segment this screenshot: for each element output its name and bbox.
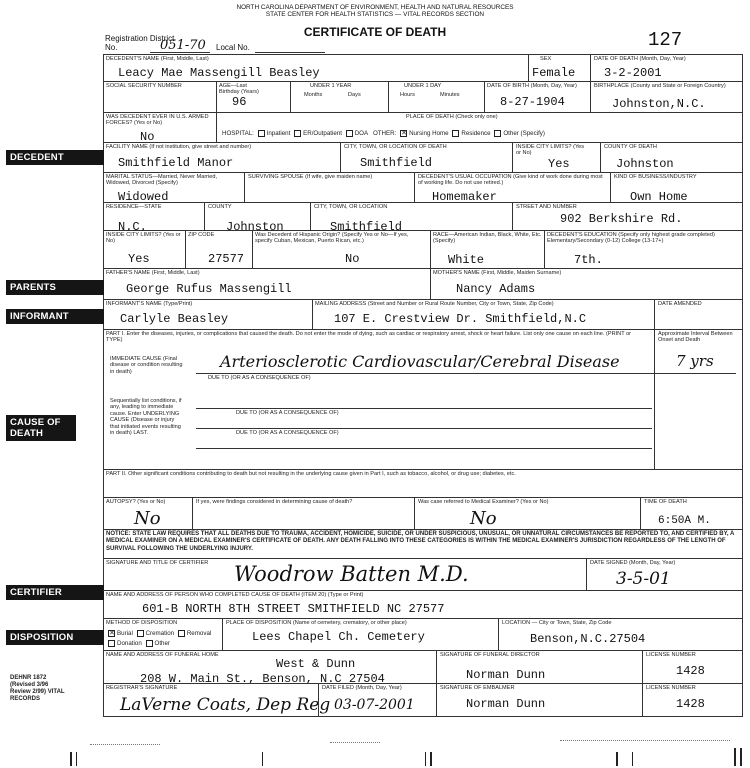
method-options: ✕ Burial Cremation Removal (109, 630, 212, 638)
other-disposition-checkbox[interactable] (146, 640, 153, 647)
res-county-value: Johnston (226, 220, 284, 234)
dod-label: DATE OF DEATH (Month, Day, Year) (594, 56, 686, 62)
mailing-label: MAILING ADDRESS (Street and Number or Rural Route Number, City or Town, State, Zip Code) (315, 301, 554, 307)
decedent-name: Leacy Mae Massengill Beasley (118, 66, 320, 80)
location-label: LOCATION — City or Town, State, Zip Code (502, 620, 612, 626)
autopsy-value: No (134, 508, 161, 529)
section-certifier: CERTIFIER (6, 585, 104, 600)
date-signed-value: 3-5-01 (616, 569, 671, 589)
dod-value: 3-2-2001 (604, 66, 662, 80)
due-to-d-label: DUE TO (OR AS A CONSEQUENCE OF) (236, 430, 339, 436)
under-1-day-label: UNDER 1 DAY (404, 83, 442, 89)
scan-artifacts (0, 730, 750, 768)
part1-label: PART I. Enter the diseases, injuries, or complications that caused the death. Do not enter the mode of dying, such as cardiac or respiratory arrest, shock or heart failure. List only one cause on each line. (PRINT or TYPE) (106, 331, 632, 344)
father-value: George Rufus Massengill (126, 282, 292, 296)
zip-value: 27577 (208, 252, 245, 266)
informant-value: Carlyle Beasley (120, 312, 229, 326)
findings-label: If yes, were findings considered in determining cause of death? (196, 499, 353, 505)
funeral-home-label: NAME AND ADDRESS OF FUNERAL HOME (106, 652, 219, 658)
marital-label: MARITAL STATUS—Married, Never Married, Widowed, Divorced (Specify) (106, 174, 218, 187)
marital-value: Widowed (118, 190, 169, 204)
section-parents: PARENTS (6, 280, 104, 295)
hispanic-value: No (345, 252, 360, 266)
interval-a-value: 7 yrs (676, 352, 714, 370)
examiner-label: Was case referred to Medical Examiner? (Yes or No) (418, 499, 549, 505)
section-informant: INFORMANT (6, 309, 104, 324)
method-label: METHOD OF DISPOSITION (106, 620, 178, 626)
registration-number: 051-70 (160, 38, 206, 53)
cause-a-value: Arteriosclerotic Cardiovascular/Cerebral Disease (220, 352, 620, 371)
form-id: DEHNR 1872 (Revised 3/96 Review 2/99) VITAL RECORDS (10, 675, 65, 702)
birthplace-label: BIRTHPLACE (County and State or Foreign Country) (594, 83, 726, 89)
other-checkbox[interactable] (494, 130, 501, 137)
armed-forces-value: No (140, 130, 155, 144)
education-value: 7th. (574, 253, 603, 267)
days-label: Days (348, 92, 361, 98)
certificate-title: CERTIFICATE OF DEATH (303, 25, 447, 39)
age-value: 96 (232, 95, 247, 109)
certifier-addr-value: 601-B NORTH 8TH STREET SMITHFIELD NC 27577 (142, 602, 445, 616)
director-value: Norman Dunn (466, 668, 546, 682)
business-label: KIND OF BUSINESS/INDUSTRY (614, 174, 697, 180)
sequential-label: Sequentially list conditions, if any, leading to immediate cause. Enter UNDERLYING CAUSE (Disease or injury that initiated events resulting in death) LAST. (110, 398, 182, 437)
street-label: STREET AND NUMBER (516, 204, 577, 210)
section-cause: CAUSE OF DEATH (6, 415, 76, 441)
mailing-value: 107 E. Crestview Dr. Smithfield,N.C (334, 312, 587, 326)
res-city-value: Smithfield (330, 220, 403, 234)
place-death-label: PLACE OF DEATH (Check only one) (406, 114, 498, 120)
doa-checkbox[interactable] (346, 130, 353, 137)
months-label: Months (304, 92, 323, 98)
local-no-label: Local No. (216, 43, 250, 52)
under-1-year-label: UNDER 1 YEAR (310, 83, 352, 89)
business-value: Own Home (630, 190, 688, 204)
sex-value: Female (532, 66, 576, 80)
inside-limits-label: INSIDE CITY LIMITS? (Yes or No) (106, 232, 181, 245)
nursing-home-checkbox[interactable]: ✕ (401, 130, 407, 137)
inside-limits-value: Yes (128, 252, 150, 266)
er-checkbox[interactable] (294, 130, 301, 137)
section-disposition: DISPOSITION (6, 630, 104, 645)
certifier-addr-label: NAME AND ADDRESS OF PERSON WHO COMPLETED CAUSE OF DEATH (ITEM 20) (Type or Print) (106, 592, 364, 598)
notice-text: NOTICE: STATE LAW REQUIRES THAT ALL DEATHS DUE TO TRAUMA, ACCIDENT, HOMICIDE, SUICIDE, OR UNDER SUSPICIOUS, UNUSUAL, OR UNNATURAL CIRCUMSTANCES BE REPORTED TO, AND CERTIFIED BY, A MEDICAL EXAMINER ON A MEDICAL EXAMINER'S CERTIFICATE OF DEATH. ANY DEATH FALLING INTO THESE CATEGORIES IS WITHIN THE MEDICAL EXAMINER'S JURISDICTION REGARDLESS OF THE LENGTH OF SURVIVAL FOLLOWING THE UNDERLYING INJURY. (106, 531, 735, 552)
time-death-value: 6:50A M. (658, 515, 711, 527)
agency-name: NORTH CAROLINA DEPARTMENT OF ENVIRONMENT, HEALTH AND NATURAL RESOURCES (236, 4, 514, 11)
certificate-number: 127 (648, 29, 683, 51)
street-value: 902 Berkshire Rd. (560, 212, 683, 226)
removal-checkbox[interactable] (178, 630, 185, 637)
date-filed-value: 03-07-2001 (334, 697, 415, 713)
date-filed-label: DATE FILED (Month, Day, Year) (322, 685, 402, 691)
race-value: White (448, 253, 485, 267)
director-sig-label: SIGNATURE OF FUNERAL DIRECTOR (440, 652, 540, 658)
donation-checkbox[interactable] (108, 640, 115, 647)
county-death-label: COUNTY OF DEATH (604, 144, 657, 150)
zip-label: ZIP CODE (188, 232, 215, 238)
res-city-label: CITY, TOWN, OR LOCATION (314, 204, 388, 210)
autopsy-label: AUTOPSY? (Yes or No) (106, 499, 166, 505)
license2-label: LICENSE NUMBER (646, 685, 696, 691)
res-state-value: N.C. (118, 220, 147, 234)
sex-label: SEX (540, 56, 552, 62)
ssn-label: SOCIAL SECURITY NUMBER (106, 83, 182, 89)
mother-label: MOTHER'S NAME (First, Middle, Maiden Surname) (433, 270, 562, 276)
location-value: Benson,N.C.27504 (530, 632, 646, 646)
burial-checkbox[interactable]: ✕ (109, 630, 115, 637)
armed-forces-label: WAS DECEDENT EVER IN U.S. ARMED FORCES? (Yes or No) (106, 114, 209, 127)
county-death-value: Johnston (616, 157, 674, 171)
place-disp-label: PLACE OF DISPOSITION (Name of cemetery, crematory, or other place) (226, 620, 407, 626)
registrar-signature: LaVerne Coats, Dep Reg (120, 695, 331, 715)
interval-label: Approximate Interval Between Onset and Death (658, 331, 733, 344)
residence-checkbox[interactable] (452, 130, 459, 137)
center-name: STATE CENTER FOR HEALTH STATISTICS — VITAL RECORDS SECTION (265, 11, 485, 18)
license-label: LICENSE NUMBER (646, 652, 696, 658)
immediate-cause-label: IMMEDIATE CAUSE (Final disease or condition resulting in death) (110, 356, 183, 375)
embalmer-value: Norman Dunn (466, 697, 546, 711)
facility-label: FACILITY NAME (If not institution, give street and number) (106, 144, 252, 150)
inpatient-checkbox[interactable] (258, 130, 265, 137)
cremation-checkbox[interactable] (137, 630, 144, 637)
registrar-label: REGISTRAR'S SIGNATURE (106, 685, 178, 691)
date-signed-label: DATE SIGNED (Month, Day, Year) (590, 560, 676, 566)
father-label: FATHER'S NAME (First, Middle, Last) (106, 270, 200, 276)
hours-label: Hours (400, 92, 415, 98)
part2-label: PART II. Other significant conditions contributing to death but not resulting in the underlying cause given in Part I, such as tobacco, alcohol, or drug use; diabetes, etc. (106, 471, 516, 477)
license-value: 1428 (676, 664, 705, 678)
time-death-label: TIME OF DEATH (644, 499, 687, 505)
city-death-value: Smithfield (360, 156, 433, 170)
dob-value: 8-27-1904 (500, 95, 565, 109)
registration-label: Registration District No. (105, 34, 175, 52)
method-options-2: Donation Other (106, 640, 170, 648)
funeral-name-value: West & Dunn (276, 657, 356, 671)
race-label: RACE—American Indian, Black, White, Etc. (Specify) (433, 232, 542, 245)
birthplace-value: Johnston,N.C. (612, 97, 706, 111)
occupation-label: DECEDENT'S USUAL OCCUPATION (Give kind of work done during most of working life. Do not use retired.) (418, 174, 603, 187)
informant-label: INFORMANT'S NAME (Type/Print) (106, 301, 193, 307)
occupation-value: Homemaker (432, 190, 497, 204)
license2-value: 1428 (676, 697, 705, 711)
spouse-label: SURVIVING SPOUSE (If wife, give maiden name) (248, 174, 373, 180)
education-label: DECEDENT'S EDUCATION (Specify only highest grade completed) Elementary/Secondary (0-12) College (13-17+) (547, 232, 715, 245)
embalmer-label: SIGNATURE OF EMBALMER (440, 685, 515, 691)
place-disp-value: Lees Chapel Ch. Cemetery (252, 630, 425, 644)
minutes-label: Minutes (440, 92, 460, 98)
due-to-b-label: DUE TO (OR AS A CONSEQUENCE OF) (208, 375, 311, 381)
inside-city-value: Yes (548, 157, 570, 171)
inside-city-label: INSIDE CITY LIMITS? (Yes or No) (516, 144, 585, 157)
mother-value: Nancy Adams (456, 282, 536, 296)
signature-label: SIGNATURE AND TITLE OF CERTIFIER (106, 560, 209, 566)
examiner-value: No (470, 508, 497, 529)
facility-value: Smithfield Manor (118, 156, 234, 170)
section-decedent: DECEDENT (6, 150, 104, 165)
county-label: COUNTY (208, 204, 232, 210)
date-amended-label: DATE AMENDED (658, 301, 702, 307)
city-death-label: CITY, TOWN, OR LOCATION OF DEATH (344, 144, 447, 150)
funeral-addr-value: 208 W. Main St., Benson, N.C 27504 (140, 672, 385, 686)
dob-label: DATE OF BIRTH (Month, Day, Year) (487, 83, 577, 89)
due-to-c-label: DUE TO (OR AS A CONSEQUENCE OF) (236, 410, 339, 416)
name-label: DECEDENT'S NAME (First, Middle, Last) (106, 56, 209, 62)
place-death-options: HOSPITAL: Inpatient ER/Outpatient DOA OTHER: ✕ Nursing Home Residence Other (Specify) (222, 130, 545, 138)
res-state-label: RESIDENCE—STATE (106, 204, 162, 210)
age-label: AGE—Last Birthday (Years) (219, 83, 259, 96)
certifier-signature: Woodrow Batten M.D. (234, 562, 469, 586)
hispanic-label: Was Decedent of Hispanic Origin? (Specify Yes or No—If yes, specify Cuban, Mexican, Puerto Rican, etc.) (255, 232, 409, 245)
